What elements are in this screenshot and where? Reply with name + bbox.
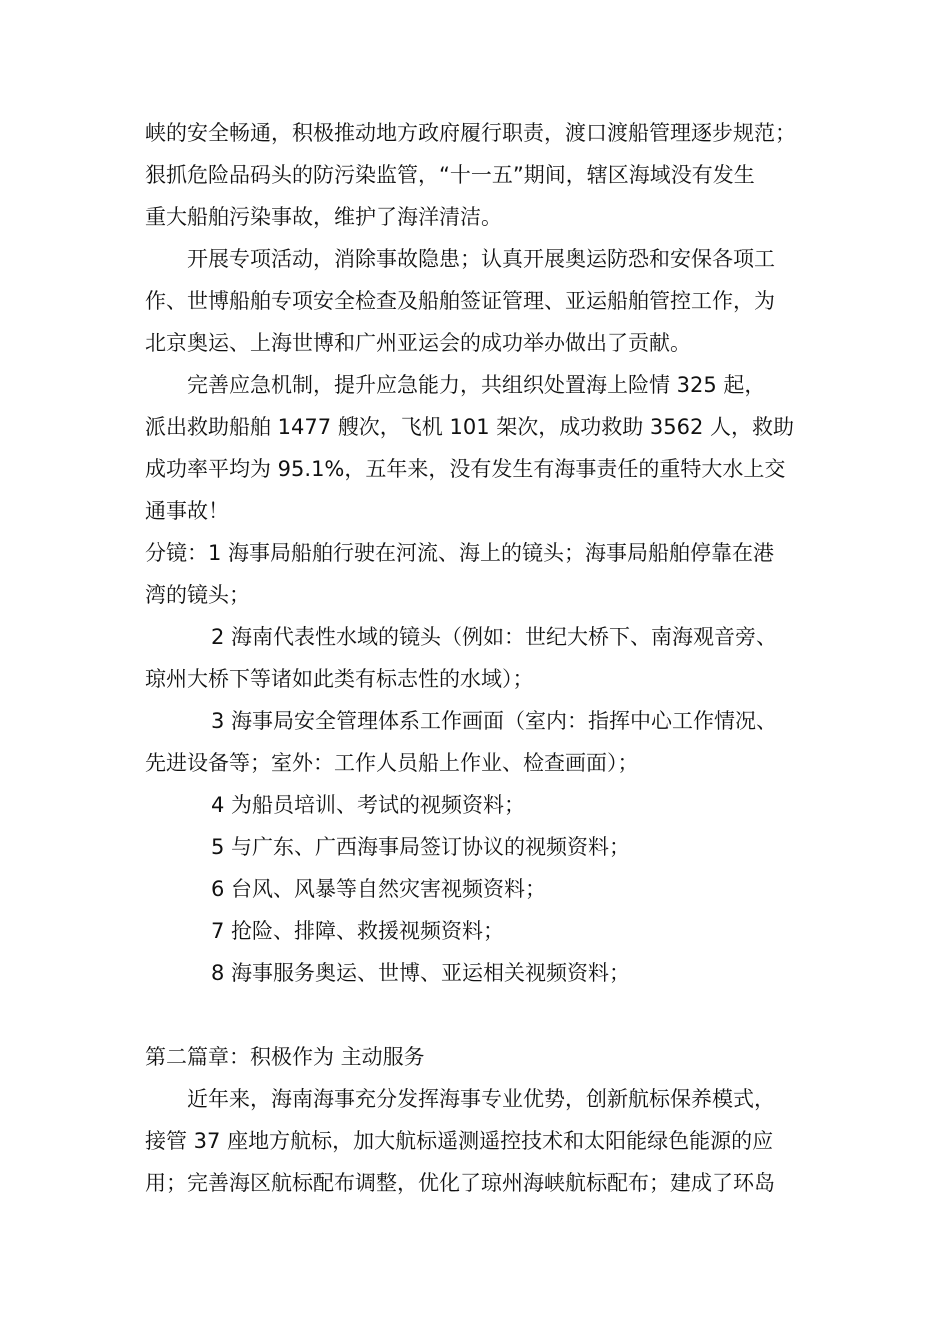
paragraph-line: 峡的安全畅通，积极推动地方政府履行职责，渡口渡船管理逐步规范； — [145, 121, 796, 145]
paragraph-line: 作、世博船舶专项安全检查及船舶签证管理、亚运船舶管控工作，为 — [145, 289, 775, 313]
paragraph-line: 派出救助船舶 1477 艘次，飞机 101 架次，成功救助 3562 人，救助 — [145, 415, 795, 439]
paragraph-line: 完善应急机制，提升应急能力，共组织处置海上险情 325 起， — [187, 373, 766, 397]
chapter-title: 第二篇章：积极作为 主动服务 — [145, 1045, 425, 1069]
shot-list-line: 先进设备等；室外：工作人员船上作业、检查画面）； — [145, 751, 639, 775]
paragraph-line: 重大船舶污染事故，维护了海洋清洁。 — [145, 205, 502, 229]
shot-list-line: 6 台风、风暴等自然灾害视频资料； — [211, 877, 547, 901]
shot-list-line: 琼州大桥下等诸如此类有标志性的水域）； — [145, 667, 534, 691]
paragraph-line: 北京奥运、上海世博和广州亚运会的成功举办做出了贡献。 — [145, 331, 691, 355]
paragraph-line: 成功率平均为 95.1%，五年来，没有发生有海事责任的重特大水上交 — [145, 457, 786, 481]
shot-list-line: 8 海事服务奥运、世博、亚运相关视频资料； — [211, 961, 631, 985]
shot-list-line: 3 海事局安全管理体系工作画面（室内：指挥中心工作情况、 — [211, 709, 778, 733]
shot-list-line: 湾的镜头； — [145, 583, 250, 607]
paragraph-line: 开展专项活动，消除事故隐患；认真开展奥运防恐和安保各项工 — [187, 247, 775, 271]
shot-list-line: 4 为船员培训、考试的视频资料； — [211, 793, 526, 817]
shot-list-line: 5 与广东、广西海事局签订协议的视频资料； — [211, 835, 631, 859]
document-page — [145, 112, 810, 1204]
shot-list-line: 2 海南代表性水域的镜头（例如：世纪大桥下、南海观音旁、 — [211, 625, 778, 649]
paragraph-line: 狠抓危险品码头的防污染监管，“十一五”期间，辖区海域没有发生 — [145, 163, 755, 187]
blank-line — [145, 994, 810, 1036]
paragraph-line: 用；完善海区航标配布调整，优化了琼州海峡航标配布；建成了环岛 — [145, 1171, 775, 1195]
shot-list-line: 7 抢险、排障、救援视频资料； — [211, 919, 505, 943]
paragraph-line: 通事故！ — [145, 499, 229, 523]
paragraph-line: 接管 37 座地方航标，加大航标遥测遥控技术和太阳能绿色能源的应 — [145, 1129, 774, 1153]
shot-list-line: 分镜：1 海事局船舶行驶在河流、海上的镜头；海事局船舶停靠在港 — [145, 541, 775, 565]
paragraph-line: 近年来，海南海事充分发挥海事专业优势，创新航标保养模式， — [187, 1087, 775, 1111]
